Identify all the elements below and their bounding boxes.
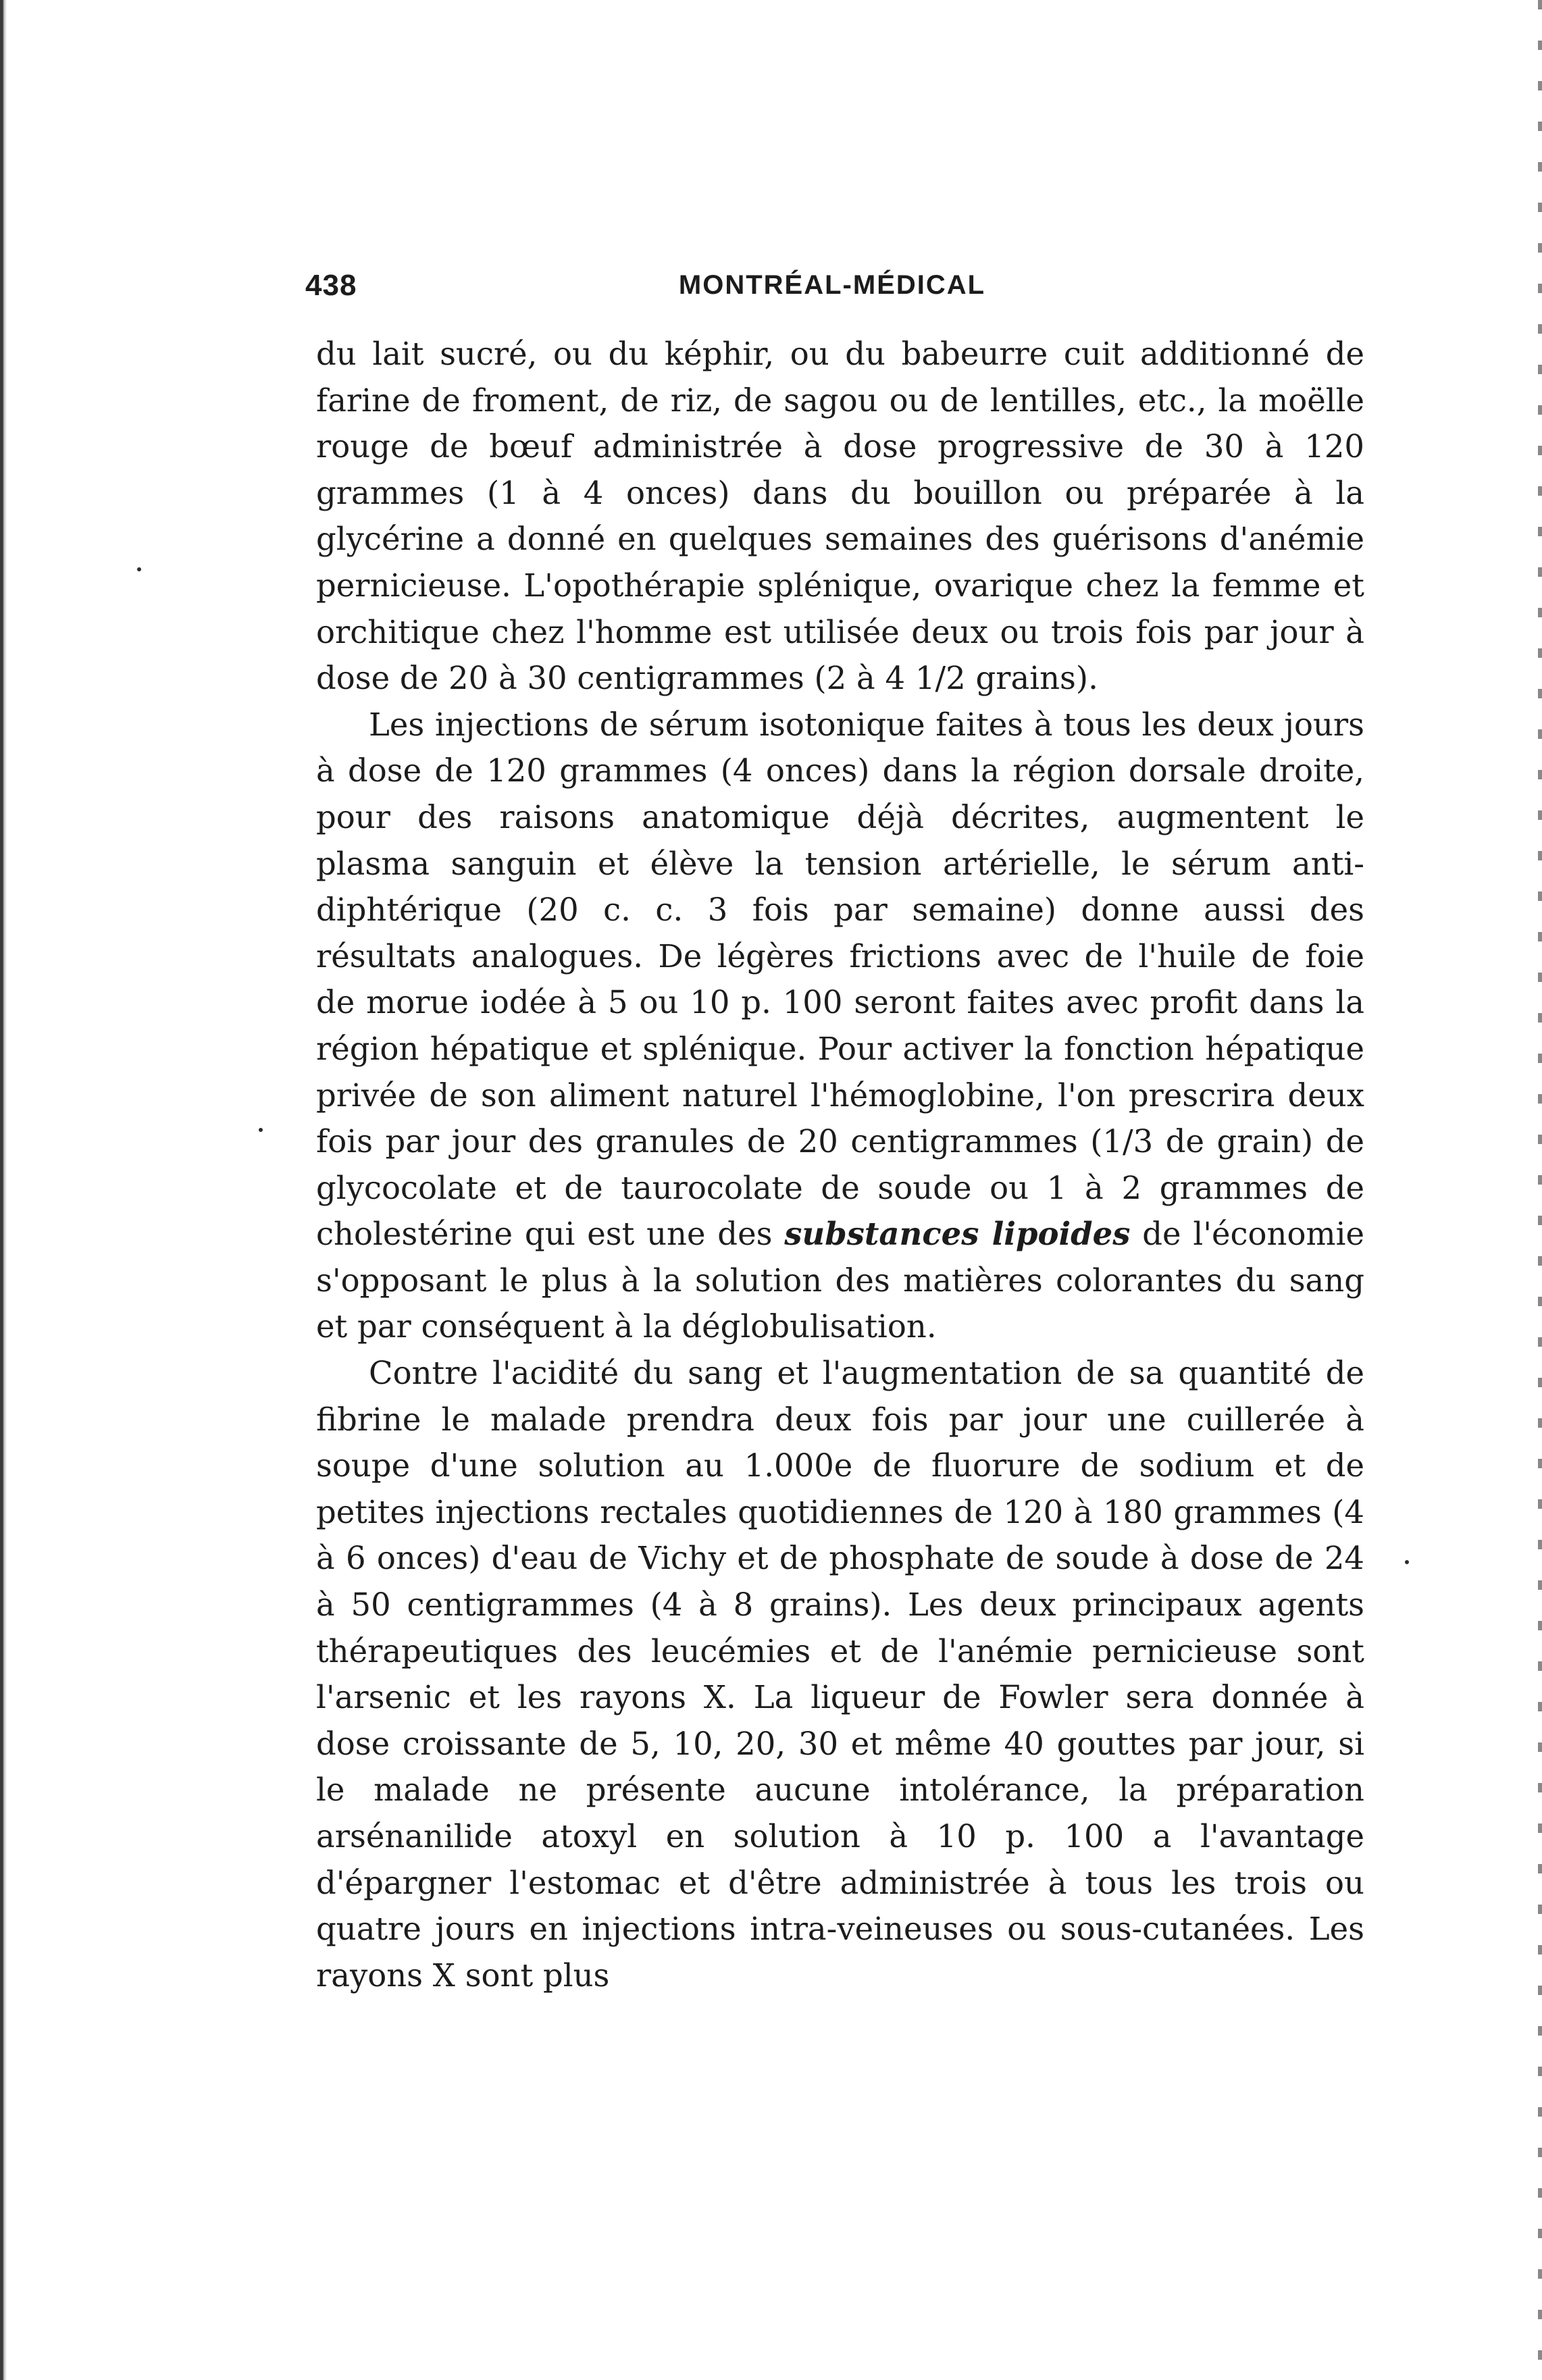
paragraph-2-text-end: de l'économie s'opposant le plus à la solution des matières colorantes du sang et par conséquent à la déglobulisation. (316, 1216, 1364, 1345)
scan-edge-right (1538, 0, 1542, 2380)
scan-edge-left (0, 0, 7, 2380)
paragraph-1 (316, 331, 1364, 702)
paragraph-2 (316, 702, 1364, 1350)
paragraph-2-emphasis: substances lipoides (784, 1215, 1131, 1253)
body-text (316, 331, 1364, 1998)
paragraph-3-text: Contre l'acidité du sang et l'augmentation de sa quantité de fibrine le malade prendra deux fois par jour une cuillerée à soupe d'une solution au 1.000e de fluorure de sodium et de petites injections rectales quotidiennes de 120 à 180 grammes (4 à 6 onces) d'eau de Vichy et de phosphate de soude à dose de 24 à 50 centigrammes (4 à 8 grains). Les deux principaux agents thérapeutiques des leucémies et de l'anémie pernicieuse sont l'arsenic et les rayons X. La liqueur de Fowler sera donnée à dose croissante de 5, 10, 20, 30 et même 40 gouttes par jour, si le malade ne présente aucune intolérance, la préparation arsénanilide atoxyl en solution à 10 p. 100 a l'avantage d'épargner l'estomac et d'être administrée à tous les trois ou quatre jours en injections intra-veineuses ou sous-cutanées. Les rayons X sont plus (316, 1355, 1364, 1994)
page-number: 438 (305, 269, 357, 302)
scan-speck (259, 1128, 263, 1132)
paragraph-2-text: Les injections de sérum isotonique faites à tous les deux jours à dose de 120 grammes (4 onces) dans la région dorsale droite, pour des raisons anatomique déjà décrites, augmentent le plasma sanguin et élève la tension artérielle, le sérum anti-diphtérique (20 c. c. 3 fois par semaine) donne aussi des résultats analogues. De légères frictions avec de l'huile de foie de morue iodée à 5 ou 10 p. 100 seront faites avec profit dans la région hépatique et splénique. Pour activer la fonction hépatique privée de son aliment naturel l'hémoglobine, l'on prescrira deux fois par jour des granules de 20 centigrammes (1/3 de grain) de glycocolate et de taurocolate de soude ou 1 à 2 grammes de cholestérine qui est une des (316, 706, 1364, 1253)
running-head: MONTRÉAL-MÉDICAL (678, 270, 986, 300)
paragraph-1-text: du lait sucré, ou du képhir, ou du babeurre cuit additionné de farine de froment, de riz, de sagou ou de lentilles, etc., la moëlle rouge de bœuf administrée à dose progressive de 30 à 120 grammes (1 à 4 onces) dans du bouillon ou préparée à la glycérine a donné en quelques semaines des guérisons d'anémie pernicieuse. L'opothérapie splénique, ovarique chez la femme et orchitique chez l'homme est utilisée deux ou trois fois par jour à dose de 20 à 30 centigrammes (2 à 4 1/2 grains). (316, 336, 1364, 697)
paragraph-3 (316, 1350, 1364, 1998)
page-header (305, 265, 1359, 312)
scan-speck (1405, 1560, 1409, 1564)
scan-speck (137, 567, 141, 571)
